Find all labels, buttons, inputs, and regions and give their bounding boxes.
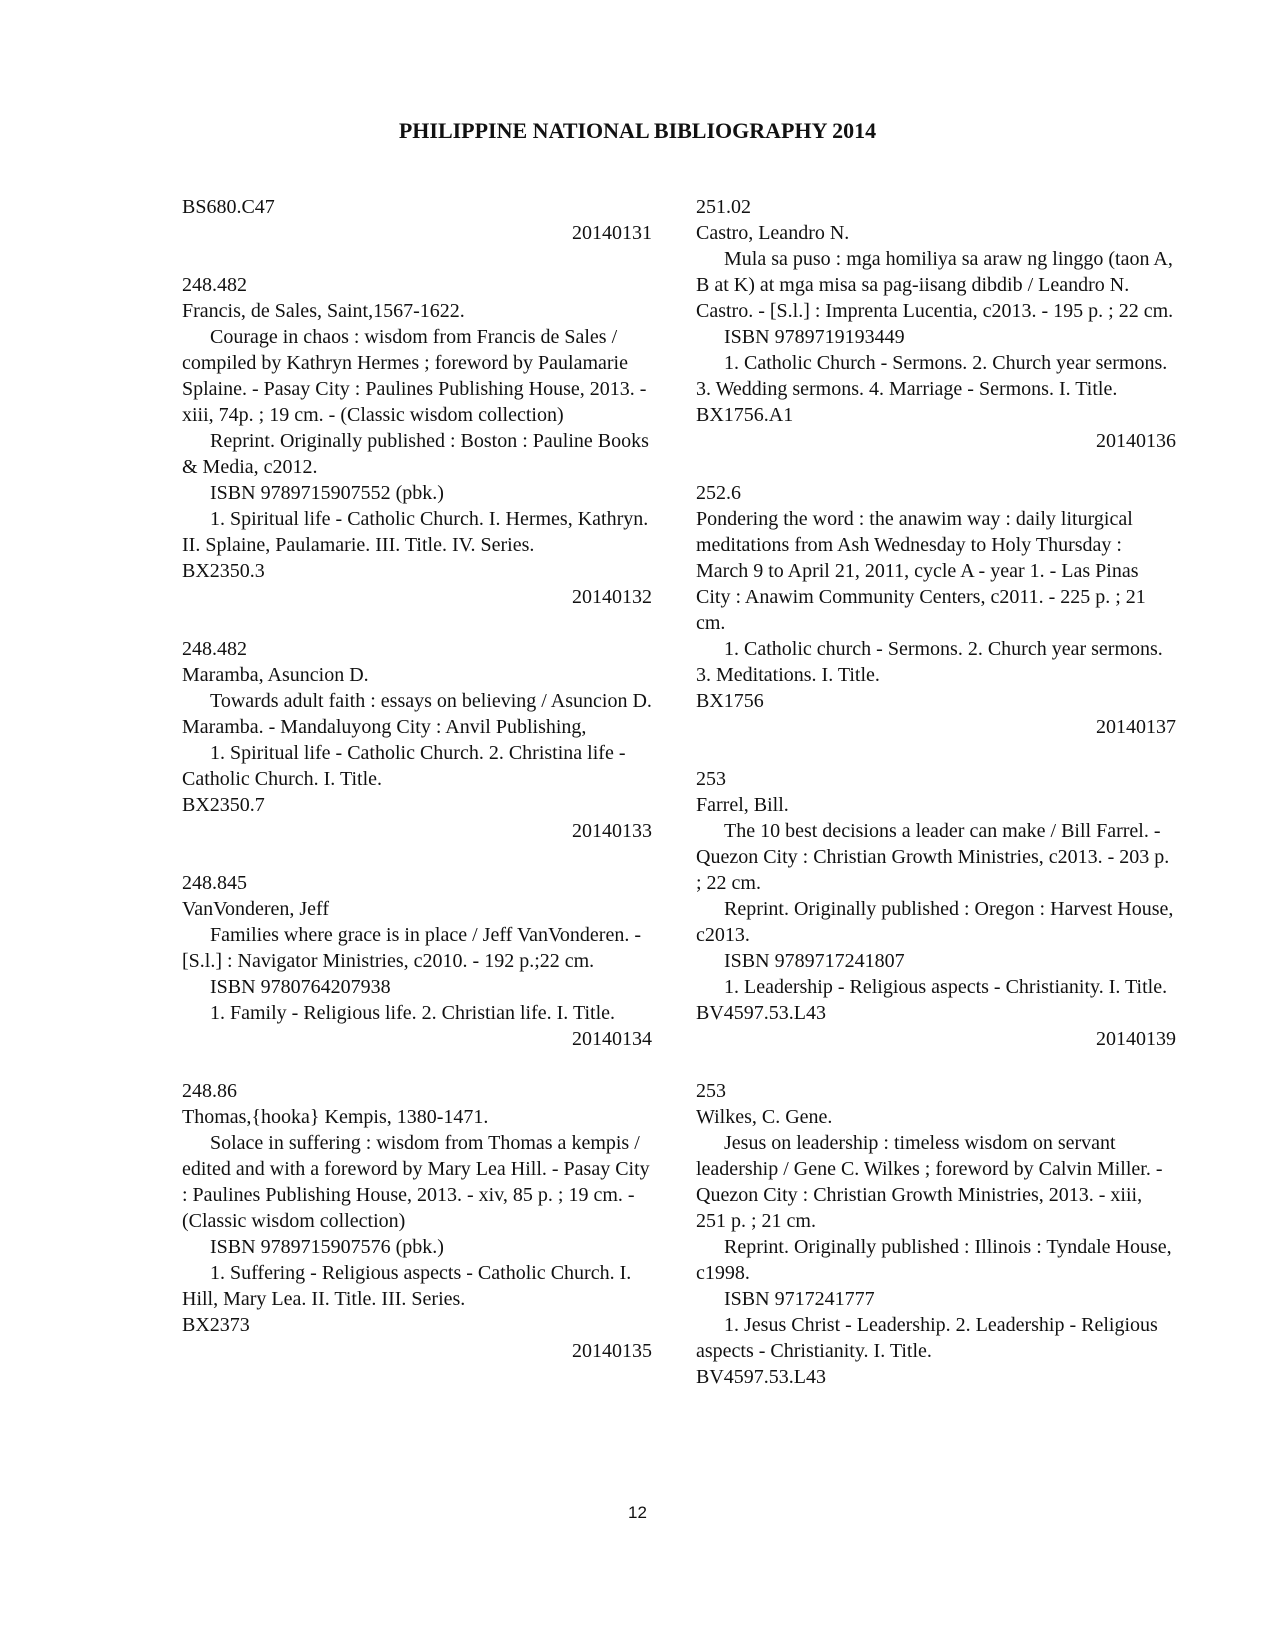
text-line: - xiv, 85 p. ; 19 cm. - (Classic wisdom collection) xyxy=(182,1184,635,1232)
record-number: 20140136 xyxy=(1096,430,1176,452)
text-line: Jesus on leadership : timeless wisdom on servant xyxy=(724,1132,1116,1154)
text-line: (Classic wisdom collection) xyxy=(340,404,564,426)
isbn: ISBN 9789715907576 (pbk.) xyxy=(210,1236,444,1258)
class-number: 253 xyxy=(696,768,726,790)
text-line: Church. I. Hill, Mary Lea. II. Title. III. Series. xyxy=(182,1262,632,1310)
subjects xyxy=(182,740,652,792)
text-line: kempis / edited and with a foreword by Mary Lea xyxy=(182,1132,640,1180)
text-line: Thursday : March 9 to April 21, 2011, cycle A - year xyxy=(696,534,1122,582)
text-line: Publishing House, 2013. - xiii, 74p. ; 19 cm. - xyxy=(182,378,647,426)
call-number: BX2350.3 xyxy=(182,560,265,582)
class-number: 252.6 xyxy=(696,482,741,504)
isbn: ISBN 9789719193449 xyxy=(724,326,905,348)
text-line: Courage in chaos : wisdom from Francis de Sales xyxy=(210,326,607,348)
text-line: Leandro N. Castro. - [S.l.] : Imprenta Lucentia, xyxy=(696,274,1130,322)
bibliographic-entry xyxy=(696,194,1176,454)
bibliographic-entry xyxy=(182,636,652,844)
record-number: 20140135 xyxy=(572,1340,652,1362)
text-line: / compiled by Kathryn Hermes ; foreword by xyxy=(182,326,618,374)
text-line: 192 p.;22 cm. xyxy=(484,950,595,972)
class-number: 248.86 xyxy=(182,1080,237,1102)
text-line: Paulamarie Splaine. - Pasay City : Paulines xyxy=(182,352,628,400)
text-line: 1. Family - Religious life. 2. Christian life. I. xyxy=(210,1002,569,1024)
title-statement xyxy=(696,1130,1176,1234)
note xyxy=(696,896,1176,948)
text-line: Books & Media, c2012. xyxy=(182,430,649,478)
isbn: ISBN 9717241777 xyxy=(724,1288,875,1310)
title-statement xyxy=(182,922,652,974)
text-line: Reprint. Originally published : Boston : Pauline xyxy=(210,430,593,452)
text-line: Title. xyxy=(1125,976,1168,998)
subjects xyxy=(182,1260,652,1312)
note xyxy=(182,428,652,480)
text-line: House, c2013. xyxy=(696,898,1174,946)
author: VanVonderen, Jeff xyxy=(182,898,330,920)
isbn: ISBN 9780764207938 xyxy=(210,976,391,998)
entry-fragment xyxy=(182,194,652,246)
title-statement xyxy=(182,688,652,740)
text-line: sermons. 3. Wedding sermons. 4. Marriage - xyxy=(696,352,1168,400)
bibliographic-entry xyxy=(696,480,1176,740)
text-line: Towards adult faith : essays on believing / xyxy=(210,690,547,712)
text-line: (taon A, B at K) at mga misa sa pag-iisang dibdib / xyxy=(696,248,1173,296)
call-number: BX1756.A1 xyxy=(696,404,794,426)
class-number: 248.845 xyxy=(182,872,247,894)
text-line: 1. Catholic Church - Sermons. 2. Church year xyxy=(724,352,1091,374)
text-line: liturgical meditations from Ash Wednesday to Holy xyxy=(696,508,1133,556)
subjects xyxy=(696,350,1176,402)
text-line: sermons. 3. Meditations. I. Title. xyxy=(696,638,1163,686)
record-number: 20140133 xyxy=(572,820,652,842)
call-number: BX2350.7 xyxy=(182,794,265,816)
text-line: Solace in suffering : wisdom from Thomas a xyxy=(210,1132,567,1154)
text-line: 1. Catholic church - Sermons. 2. Church year xyxy=(724,638,1087,660)
bibliographic-entry xyxy=(696,1078,1176,1390)
class-number: 248.482 xyxy=(182,638,247,660)
subjects xyxy=(696,974,1176,1000)
text-line: 1. - Las Pinas City : Anawim Community Centers, xyxy=(696,560,1139,608)
text-line: House, c1998. xyxy=(696,1236,1172,1284)
text-line: 2013. - xiii, 251 p. ; 21 cm. xyxy=(696,1184,1143,1232)
bibliographic-entry xyxy=(182,870,652,1052)
text-line: 1. Suffering - Religious aspects - Catholic xyxy=(210,1262,546,1284)
text-line: Hill. - Pasay City : Paulines Publishing House, 2013. xyxy=(182,1158,650,1206)
text-line: Publishing, xyxy=(495,716,587,738)
subjects xyxy=(696,636,1176,688)
text-line: Religious aspects - Christianity. I. Title. xyxy=(696,1314,1158,1362)
text-line: c2013. - 195 p. ; 22 cm. xyxy=(982,300,1174,322)
text-line: Sermons. I. Title. xyxy=(978,378,1118,400)
author: Francis, de Sales, Saint,1567-1622. xyxy=(182,300,465,322)
text-line: 1. Spiritual life - Catholic Church. 2. Christina life xyxy=(210,742,614,764)
text-line: 1. Leadership - Religious aspects - Christianity. I. xyxy=(724,976,1121,998)
isbn: ISBN 9789717241807 xyxy=(724,950,905,972)
title-statement xyxy=(182,1130,652,1234)
text-line: 1. Jesus Christ - Leadership. 2. Leadership - xyxy=(724,1314,1077,1336)
author: Maramba, Asuncion D. xyxy=(182,664,369,686)
text-line: Mula sa puso : mga homiliya sa araw ng linggo xyxy=(724,248,1104,270)
page-title: PHILIPPINE NATIONAL BIBLIOGRAPHY 2014 xyxy=(398,118,877,143)
text-line: Farrel. - Quezon City : Christian Growth Ministries, xyxy=(696,820,1161,868)
call-number: BS680.C47 xyxy=(182,196,275,218)
page-number: 12 xyxy=(628,1503,647,1522)
author: Farrel, Bill. xyxy=(696,794,789,816)
text-line: Reprint. Originally published : Illinois : Tyndale xyxy=(724,1236,1111,1258)
left-column xyxy=(182,194,652,1364)
title-statement xyxy=(696,246,1176,324)
author: Thomas,{hooka} Kempis, 1380-1471. xyxy=(182,1106,489,1128)
text-line: c2013. - 203 p. ; 22 cm. xyxy=(696,846,1170,894)
class-number: 253 xyxy=(696,1080,726,1102)
text-line: 1. Spiritual life - Catholic Church. I. Hermes, xyxy=(210,508,573,530)
text-line: Pondering the word : the anawim way : daily xyxy=(696,508,1056,530)
title-statement xyxy=(696,818,1176,896)
call-number: BV4597.53.L43 xyxy=(696,1002,826,1024)
subjects xyxy=(696,1312,1176,1364)
text-line: Families where grace is in place / Jeff xyxy=(210,924,513,946)
text-line: Miller. - Quezon City : Christian Growth Ministries, xyxy=(696,1158,1163,1206)
bibliographic-entry xyxy=(182,1078,652,1364)
record-number: 20140139 xyxy=(1096,1028,1176,1050)
subjects xyxy=(182,506,652,558)
author: Wilkes, C. Gene. xyxy=(696,1106,833,1128)
author: Castro, Leandro N. xyxy=(696,222,850,244)
text-line: c2011. - 225 p. ; 21 cm. xyxy=(696,586,1146,634)
record-number: 20140132 xyxy=(572,586,652,608)
note xyxy=(696,1234,1176,1286)
bibliographic-entry xyxy=(696,766,1176,1052)
text-line: Reprint. Originally published : Oregon : Harvest xyxy=(724,898,1113,920)
title-statement xyxy=(696,506,1176,636)
text-line: Asuncion D. Maramba. - Mandaluyong City : Anvil xyxy=(182,690,652,738)
isbn: ISBN 9789715907552 (pbk.) xyxy=(210,482,444,504)
text-line: Kathryn. II. Splaine, Paulamarie. III. Title. IV. Series. xyxy=(182,508,649,556)
subjects xyxy=(182,1000,652,1026)
text-line: - Catholic Church. I. Title. xyxy=(182,742,626,790)
title-statement xyxy=(182,324,652,428)
bibliographic-entry xyxy=(182,272,652,610)
record-number: 20140131 xyxy=(572,222,652,244)
text-line: VanVonderen. - [S.l.] : Navigator Ministries, c2010. - xyxy=(182,924,641,972)
record-number: 20140137 xyxy=(1096,716,1176,738)
call-number: BV4597.53.L43 xyxy=(696,1366,826,1388)
text-line: leadership / Gene C. Wilkes ; foreword by Calvin xyxy=(696,1158,1092,1180)
call-number: BX1756 xyxy=(696,690,764,712)
class-number: 248.482 xyxy=(182,274,247,296)
text-line: The 10 best decisions a leader can make / Bill xyxy=(724,820,1092,842)
class-number: 251.02 xyxy=(696,196,751,218)
right-column xyxy=(696,194,1176,1390)
text-line: Title. xyxy=(572,1002,615,1024)
record-number: 20140134 xyxy=(572,1028,652,1050)
call-number: BX2373 xyxy=(182,1314,250,1336)
